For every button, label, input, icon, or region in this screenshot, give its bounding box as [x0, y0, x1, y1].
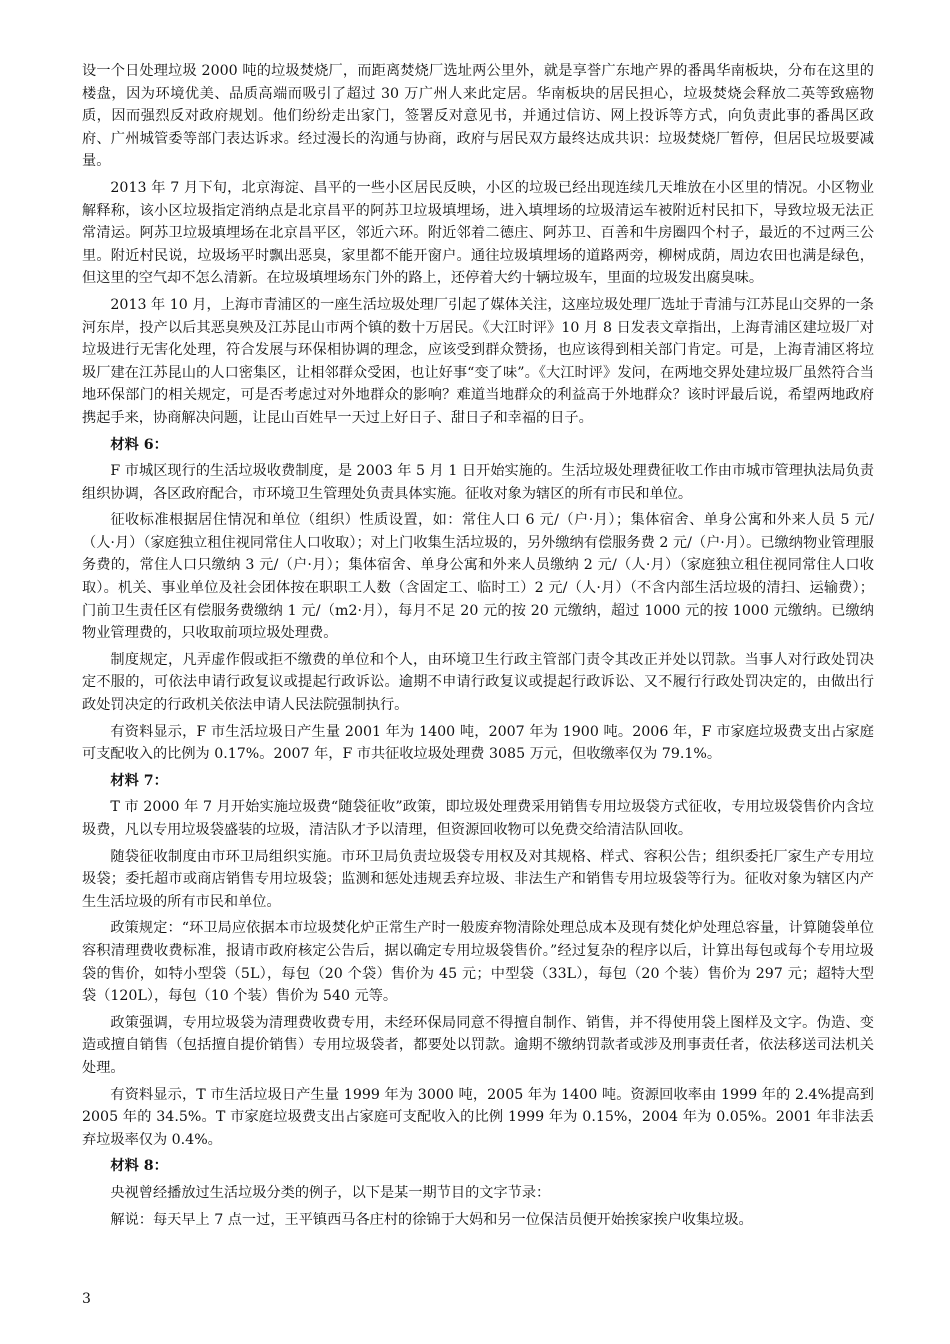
section-heading: 材料 6：	[110, 436, 168, 453]
paragraph: 央视曾经播放过生活垃圾分类的例子，以下是某一期节目的文字节录：	[110, 1184, 551, 1201]
paragraph: 制度规定，凡弄虚作假或拒不缴费的单位和个人，由环境卫生行政主管部门责令其改正并处以罚款。当事人对行政处罚决定不服的，可依法申请行政复议或提起行政诉讼。逾期不申请行政复议或提起行政诉讼、又不履行行政处罚决定的，由做出行政处罚决定的行政机关依法申请人民法院强制执行。	[82, 651, 874, 714]
paragraph: 政策规定：“环卫局应依据本市垃圾焚化炉正常生产时一般废弃物清除处理总成本及现有焚化炉处理总容量，计算随袋单位容积清理费收费标准，报请市政府核定公告后，据以确定专用垃圾袋售价。”经过复杂的程序以后，计算出每包或每个专用垃圾袋的售价，如特小型袋（5L），每包（20 个袋）售价为 45 元；中型袋（33L），每包（20 个装）售价为 297 元；超特大型袋（120L），每包（10 个装）售价为 540 元等。	[82, 920, 874, 1005]
paragraph: 2013 年 7 月下旬，北京海淀、昌平的一些小区居民反映，小区的垃圾已经出现连续几天堆放在小区里的情况。小区物业解释称，该小区垃圾指定消纳点是北京昌平的阿苏卫垃圾填埋场，进入填埋场的垃圾清运车被附近村民扣下，导致垃圾无法正常清运。阿苏卫垃圾填埋场在北京昌平区，邻近六环。附近邻着二德庄、阿苏卫、百善和牛房圈四个村子，最近的不过两三公里。附近村民说，垃圾场平时飘出恶臭，家里都不能开窗户。通往垃圾填埋场的道路两旁，柳树成荫，周边农田也满是绿色，但这里的空气却不怎么清新。在垃圾填埋场东门外的路上，还停着大约十辆垃圾车，里面的垃圾发出腐臭味。	[82, 179, 874, 287]
paragraph: 有资料显示，T 市生活垃圾日产生量 1999 年为 3000 吨，2005 年为 1400 吨。资源回收率由 1999 年的 2.4%提高到 2005 年的 34.5%。T 市家庭垃圾费支出占家庭可支配收入的比例 1999 年为 0.15%，2004 年为 0.05%。2001 年非法丢弃垃圾率仅为 0.4%。	[82, 1086, 874, 1148]
paragraph: T 市 2000 年 7 月开始实施垃圾费“随袋征收”政策，即垃圾处理费采用销售专用垃圾袋方式征收，专用垃圾袋售价内含垃圾费，凡以专用垃圾袋盛装的垃圾，清洁队才予以清理，但资源回收物可以免费交给清洁队回收。	[82, 799, 874, 838]
section-heading: 材料 7：	[110, 772, 168, 789]
paragraph: 征收标准根据居住情况和单位（组织）性质设置，如：常住人口 6 元/（户·月）；集体宿舍、单身公寓和外来人员 5 元/（人·月）（家庭独立租住视同常住人口收取）；对上门收集生活垃圾的，另外缴纳有偿服务费 2 元/（户·月）。已缴纳物业管理服务费的，常住人口只缴纳 3 元/（户·月）；集体宿舍、单身公寓和外来人员缴纳 2 元/（人·月）（家庭独立租住视同常住人口收取）。机关、事业单位及社会团体按在职职工人数（含固定工、临时工）2 元/（人·月）（不含内部生活垃圾的清扫、运输费）；门前卫生责任区有偿服务费缴纳 1 元/（m2·月），每月不足 20 元的按 20 元缴纳，超过 1000 元的按 1000 元缴纳。已缴纳物业管理费的，只收取前项垃圾处理费。	[82, 512, 874, 642]
paragraph: F 市城区现行的生活垃圾收费制度，是 2003 年 5 月 1 日开始实施的。生活垃圾处理费征收工作由市城市管理执法局负责组织协调，各区政府配合，市环境卫生管理处负责具体实施。征收对象为辖区的所有市民和单位。	[82, 463, 874, 502]
paragraph: 随袋征收制度由市环卫局组织实施。市环卫局负责垃圾袋专用权及对其规格、样式、容积公告；组织委托厂家生产专用垃圾袋；委托超市或商店销售专用垃圾袋；监测和惩处违规丢弃垃圾、非法生产和销售专用垃圾袋等行为。征收对象为辖区内产生生活垃圾的所有市民和单位。	[82, 848, 874, 910]
paragraph: 2013 年 10 月，上海市青浦区的一座生活垃圾处理厂引起了媒体关注，这座垃圾处理厂选址于青浦与江苏昆山交界的一条河东岸，投产以后其恶臭殃及江苏昆山市两个镇的数十万居民。《大江时评》10 月 8 日发表文章指出，上海青浦区建垃圾厂对垃圾进行无害化处理，符合发展与环保相协调的理念，应该受到群众赞扬，也应该得到相关部门肯定。可是，上海青浦区将垃圾厂建在江苏昆山的人口密集区，让相邻群众受困，也让好事“变了味”。《大江时评》发问，在两地交界处建垃圾厂虽然符合当地环保部门的相关规定，可是否考虑过对外地群众的影响？难道当地群众的利益高于外地群众？该时评最后说，希望两地政府携起手来，协商解决问题，让昆山百姓早一天过上好日子、甜日子和幸福的日子。	[82, 296, 874, 426]
paragraph: 政策强调，专用垃圾袋为清理费收费专用，未经环保局同意不得擅自制作、销售，并不得使用袋上图样及文字。伪造、变造或擅自销售（包括擅自提价销售）专用垃圾袋者，都要处以罚款。逾期不缴纳罚款者或涉及刑事责任者，依法移送司法机关处理。	[82, 1014, 874, 1076]
document-page	[82, 60, 874, 1235]
paragraph: 有资料显示，F 市生活垃圾日产生量 2001 年为 1400 吨，2007 年为 1900 吨。2006 年，F 市家庭垃圾费支出占家庭可支配收入的比例为 0.17%。2007 年，F 市共征收垃圾处理费 3085 万元，但收缴率仅为 79.1%。	[82, 723, 874, 763]
paragraph: 解说：每天早上 7 点一过，王平镇西马各庄村的徐锦于大妈和另一位保洁员便开始挨家挨户收集垃圾。	[110, 1211, 753, 1228]
section-heading: 材料 8：	[110, 1158, 168, 1175]
paragraph: 设一个日处理垃圾 2000 吨的垃圾焚烧厂，而距离焚烧厂选址两公里外，就是享誉广东地产界的番禺华南板块，分布在这里的楼盘，因为环境优美、品质高端而吸引了超过 30 万广州人来此定居。华南板块的居民担心，垃圾焚烧会释放二英等致癌物质，因而强烈反对政府规划。他们纷纷走出家门，签署反对意见书，并通过信访、网上投诉等方式，向负责此事的番禺区政府、广州城管委等部门表达诉求。经过漫长的沟通与协商，政府与居民双方最终达成共识：垃圾焚烧厂暂停，但居民垃圾要减量。	[82, 63, 874, 170]
page-number: 3	[82, 1291, 91, 1307]
